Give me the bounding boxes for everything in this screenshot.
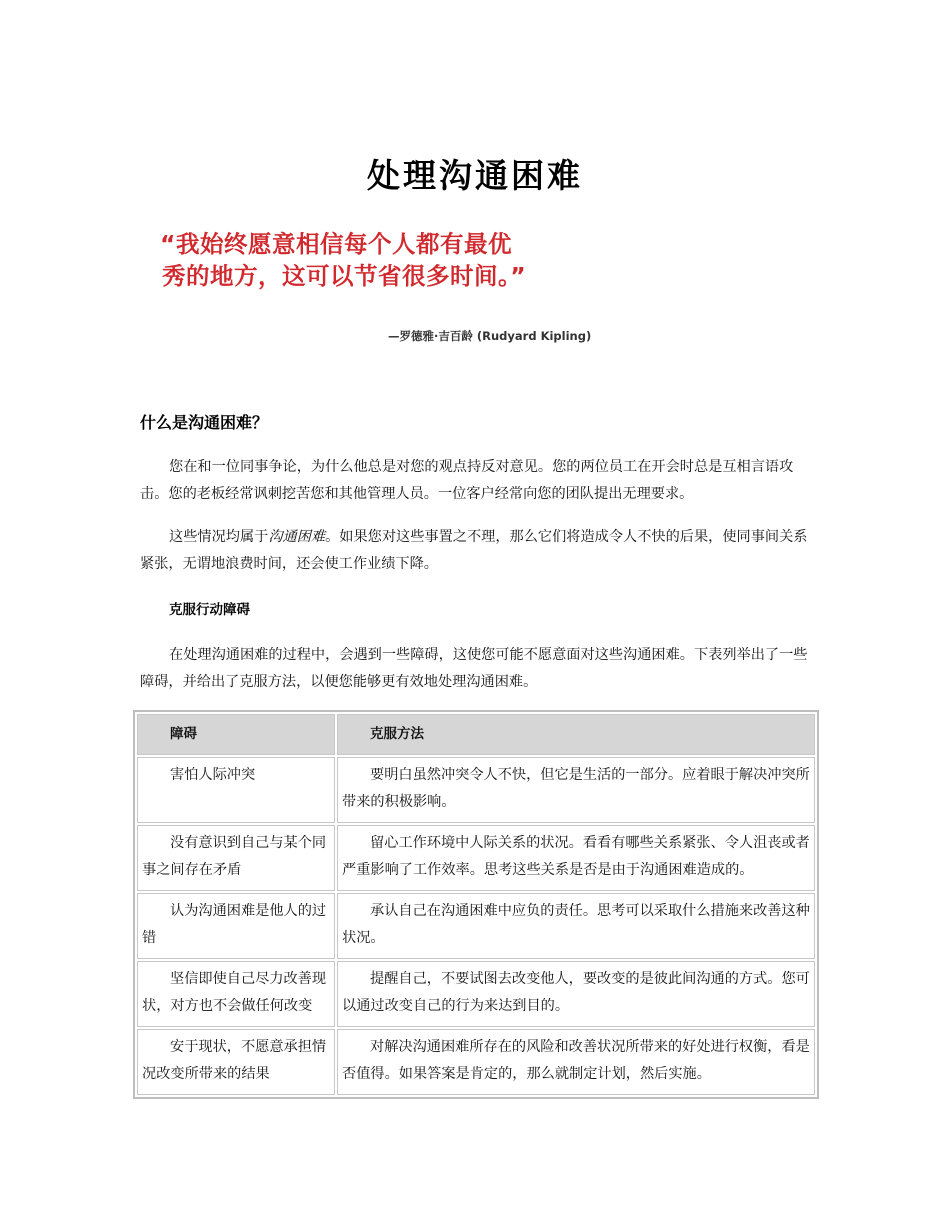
solution-cell bbox=[337, 825, 815, 891]
table-header-row bbox=[137, 714, 815, 755]
table-row bbox=[137, 825, 815, 891]
obstacle-text: 认为沟通困难是他人的过错 bbox=[142, 903, 327, 946]
solution-text: 提醒自己，不要试图去改变他人，要改变的是彼此间沟通的方式。您可以通过改变自己的行为来达到目的。 bbox=[342, 971, 810, 1014]
solution-cell bbox=[337, 893, 815, 959]
obstacle-cell bbox=[137, 961, 335, 1027]
paragraph-2 bbox=[140, 524, 815, 578]
solution-cell bbox=[337, 1029, 815, 1095]
solution-text: 对解决沟通困难所存在的风险和改善状况所带来的好处进行权衡，看是否值得。如果答案是肯定的，那么就制定计划，然后实施。 bbox=[342, 1039, 810, 1082]
quote-line-2: 秀的地方，这可以节省很多时间。” bbox=[162, 262, 527, 290]
table-row bbox=[137, 1029, 815, 1095]
solution-cell bbox=[337, 961, 815, 1027]
obstacle-cell bbox=[137, 893, 335, 959]
table-row bbox=[137, 757, 815, 823]
solution-text: 承认自己在沟通困难中应负的责任。思考可以采取什么措施来改善这种状况。 bbox=[342, 903, 810, 946]
obstacle-text: 坚信即使自己尽力改善现状，对方也不会做任何改变 bbox=[142, 971, 327, 1014]
paragraph-2-end: 。如果您对这些事置之不理，那么它们将造成令人不快的后果，使同事间关系紧张，无谓地浪费时间，还会使工作业绩下降。 bbox=[140, 529, 808, 572]
header-obstacle: 障碍 bbox=[137, 714, 335, 755]
obstacle-text: 没有意识到自己与某个同事之间存在矛盾 bbox=[142, 835, 327, 878]
page-title: 处理沟通困难 bbox=[367, 156, 583, 195]
quote-line-1: “我始终愿意相信每个人都有最优 bbox=[160, 230, 512, 258]
section-heading: 什么是沟通困难？ bbox=[140, 413, 269, 432]
paragraph-3: 在处理沟通困难的过程中，会遇到一些障碍，这使您可能不愿意面对这些沟通困难。下表列举出了一些障碍，并给出了克服方法，以便您能够更有效地处理沟通困难。 bbox=[140, 647, 808, 690]
header-solution: 克服方法 bbox=[337, 714, 815, 755]
subsection-heading: 克服行动障碍 bbox=[169, 602, 250, 618]
paragraph-2-emphasis: 沟通困难 bbox=[268, 529, 326, 545]
solution-text: 留心工作环境中人际关系的状况。看看有哪些关系紧张、令人沮丧或者严重影响了工作效率。思考这些关系是否是由于沟通困难造成的。 bbox=[342, 835, 810, 878]
table-row bbox=[137, 893, 815, 959]
obstacle-cell bbox=[137, 825, 335, 891]
obstacle-cell bbox=[137, 757, 335, 823]
obstacle-cell bbox=[137, 1029, 335, 1095]
solution-text: 要明白虽然冲突令人不快，但它是生活的一部分。应着眼于解决冲突所带来的积极影响。 bbox=[342, 767, 810, 810]
solution-cell bbox=[337, 757, 815, 823]
obstacle-text: 安于现状，不愿意承担情况改变所带来的结果 bbox=[142, 1039, 327, 1082]
obstacles-table bbox=[133, 710, 819, 1099]
quote-block bbox=[160, 228, 620, 292]
table-row bbox=[137, 961, 815, 1027]
paragraph-1: 您在和一位同事争论，为什么他总是对您的观点持反对意见。您的两位员工在开会时总是互相言语攻击。您的老板经常讽刺挖苦您和其他管理人员。一位客户经常向您的团队提出无理要求。 bbox=[140, 459, 794, 502]
paragraph-2-start: 这些情况均属于 bbox=[169, 529, 269, 545]
quote-attribution: —罗德雅·吉百龄 (Rudyard Kipling) bbox=[388, 329, 592, 343]
obstacle-text: 害怕人际冲突 bbox=[170, 767, 256, 783]
